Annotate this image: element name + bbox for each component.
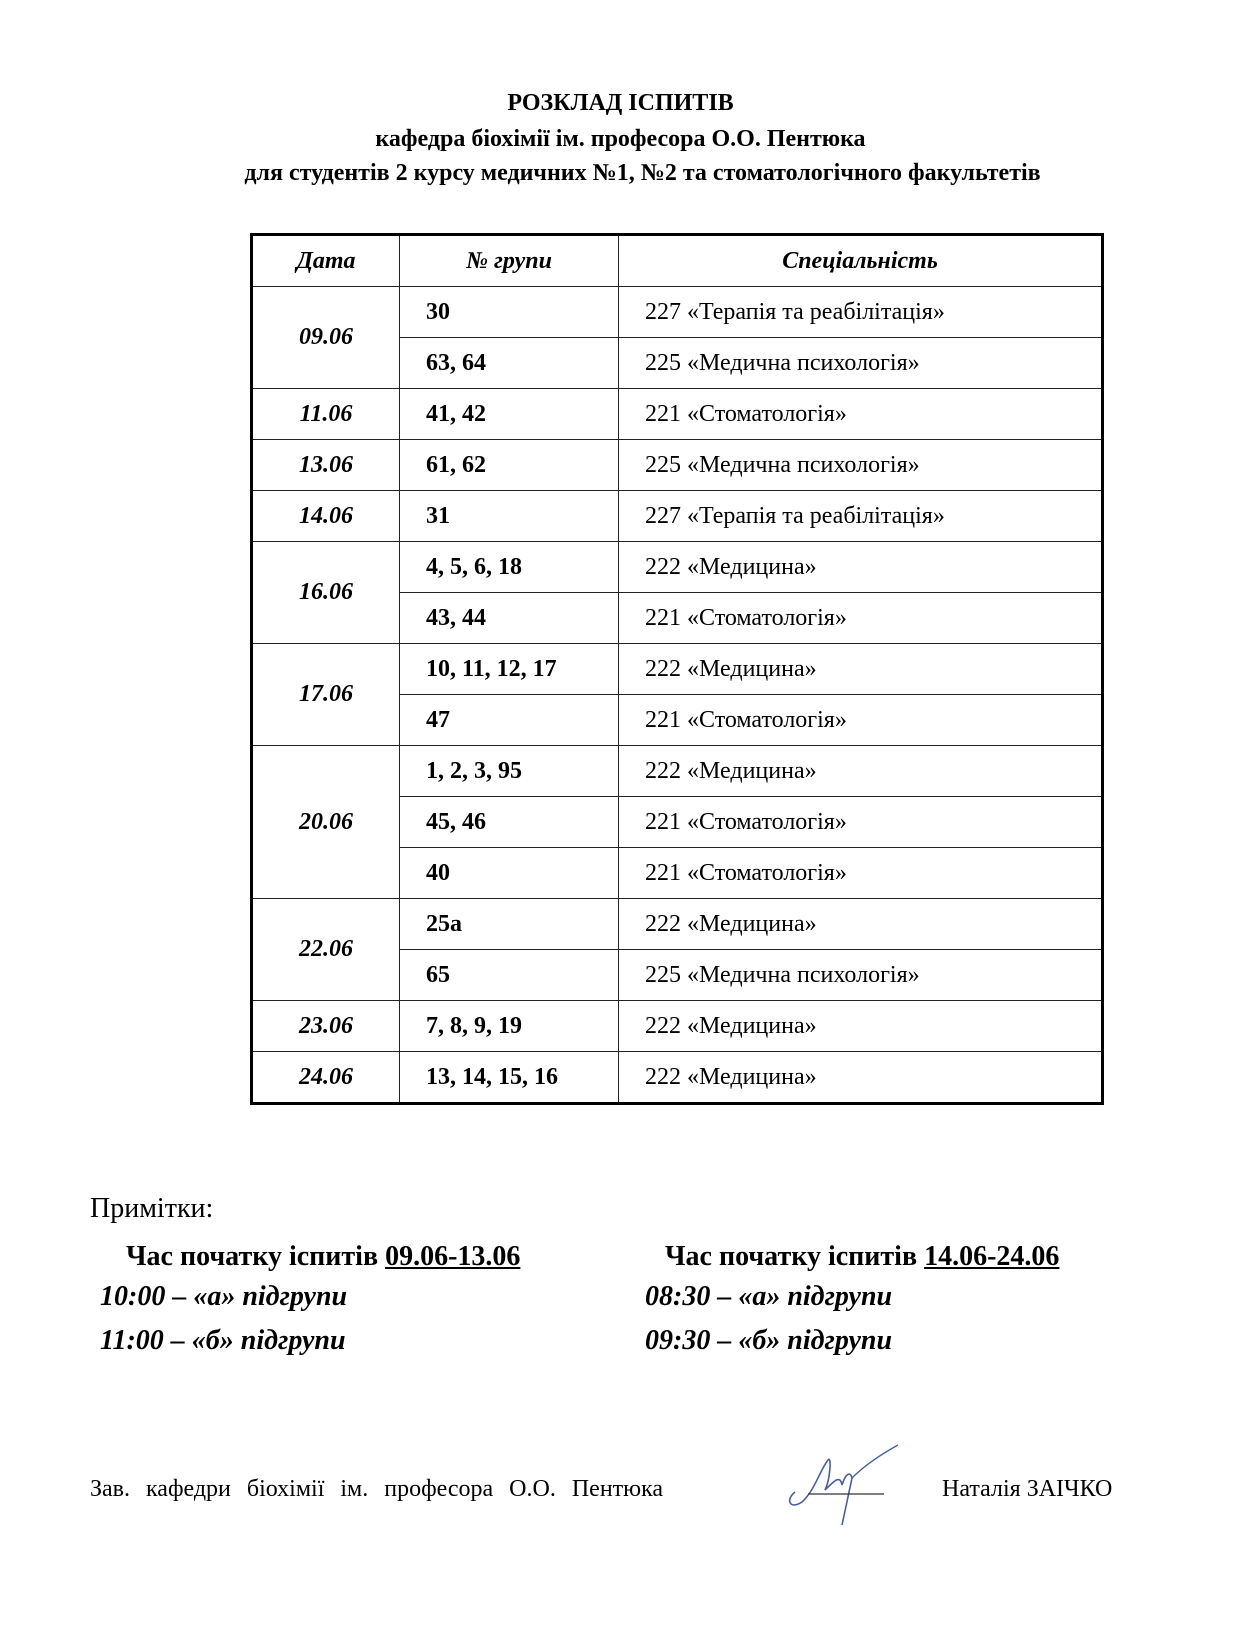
table-row (252, 899, 1103, 950)
table-row (252, 1001, 1103, 1052)
department-subtitle: кафедра біохімії ім. професора О.О. Пентюка (375, 126, 866, 152)
cell-date: 11.06 (252, 389, 400, 440)
table-row (252, 491, 1103, 542)
cell-specialty: 227 «Терапія та реабілітація» (619, 491, 1103, 542)
exam-schedule-table (250, 233, 1104, 1105)
cell-specialty: 227 «Терапія та реабілітація» (619, 287, 1103, 338)
cell-group: 31 (400, 491, 619, 542)
table-header-row (252, 235, 1103, 287)
document-title: РОЗКЛАД ІСПИТІВ (507, 90, 734, 116)
start-time-label: Час початку іспитів (126, 1241, 386, 1272)
cell-date: 14.06 (252, 491, 400, 542)
cell-specialty: 221 «Стоматологія» (619, 593, 1103, 644)
notes-block-first-period (100, 1239, 521, 1363)
cell-date: 13.06 (252, 440, 400, 491)
signatory-position: Зав. кафедри біохімії ім. професора О.О. Пентюка (90, 1476, 664, 1502)
start-time-label: Час початку іспитів (665, 1241, 925, 1272)
cell-specialty: 221 «Стоматологія» (619, 848, 1103, 899)
cell-group: 4, 5, 6, 18 (400, 542, 619, 593)
table-row (252, 746, 1103, 797)
cell-group: 25а (400, 899, 619, 950)
table-body (252, 287, 1103, 1104)
document-header (0, 86, 1241, 190)
cell-date: 22.06 (252, 899, 400, 1001)
cell-specialty: 225 «Медична психологія» (619, 440, 1103, 491)
subgroup-b-time: 11:00 – «б» підгрупи (100, 1325, 346, 1356)
start-time-heading (665, 1239, 1059, 1275)
cell-specialty: 222 «Медицина» (619, 542, 1103, 593)
cell-group: 7, 8, 9, 19 (400, 1001, 619, 1052)
cell-specialty: 221 «Стоматологія» (619, 389, 1103, 440)
notes-block-second-period (645, 1239, 1060, 1363)
cell-group: 13, 14, 15, 16 (400, 1052, 619, 1104)
notes-title: Примітки: (90, 1193, 214, 1224)
cell-group: 30 (400, 287, 619, 338)
table-row (252, 542, 1103, 593)
start-time-heading (126, 1239, 520, 1275)
audience-subtitle: для студентів 2 курсу медичних №1, №2 та стоматологічного факультетів (244, 160, 1041, 186)
cell-specialty: 222 «Медицина» (619, 1052, 1103, 1104)
cell-group: 47 (400, 695, 619, 746)
cell-date: 24.06 (252, 1052, 400, 1104)
cell-group: 1, 2, 3, 95 (400, 746, 619, 797)
cell-group: 63, 64 (400, 338, 619, 389)
table-row (252, 1052, 1103, 1104)
date-range: 09.06-13.06 (385, 1241, 521, 1272)
cell-specialty: 221 «Стоматологія» (619, 695, 1103, 746)
cell-date: 23.06 (252, 1001, 400, 1052)
cell-group: 61, 62 (400, 440, 619, 491)
signature-icon (780, 1430, 930, 1530)
cell-specialty: 222 «Медицина» (619, 644, 1103, 695)
signatory-name: Наталія ЗАІЧКО (942, 1476, 1113, 1502)
column-header-specialty: Спеціальність (619, 235, 1103, 287)
cell-date: 09.06 (252, 287, 400, 389)
subgroup-a-time: 10:00 – «а» підгрупи (100, 1281, 348, 1312)
cell-specialty: 222 «Медицина» (619, 1001, 1103, 1052)
cell-date: 17.06 (252, 644, 400, 746)
table-row (252, 440, 1103, 491)
column-header-date: Дата (252, 235, 400, 287)
cell-specialty: 222 «Медицина» (619, 899, 1103, 950)
table-row (252, 389, 1103, 440)
subgroup-b-time: 09:30 – «б» підгрупи (645, 1325, 893, 1356)
cell-specialty: 221 «Стоматологія» (619, 797, 1103, 848)
subgroup-a-time: 08:30 – «а» підгрупи (645, 1281, 893, 1312)
cell-specialty: 225 «Медична психологія» (619, 950, 1103, 1001)
table-row (252, 644, 1103, 695)
table-row (252, 287, 1103, 338)
cell-group: 10, 11, 12, 17 (400, 644, 619, 695)
cell-group: 45, 46 (400, 797, 619, 848)
column-header-group: № групи (400, 235, 619, 287)
date-range: 14.06-24.06 (924, 1241, 1060, 1272)
cell-date: 20.06 (252, 746, 400, 899)
cell-group: 65 (400, 950, 619, 1001)
cell-group: 40 (400, 848, 619, 899)
cell-group: 43, 44 (400, 593, 619, 644)
cell-specialty: 222 «Медицина» (619, 746, 1103, 797)
cell-specialty: 225 «Медична психологія» (619, 338, 1103, 389)
cell-group: 41, 42 (400, 389, 619, 440)
cell-date: 16.06 (252, 542, 400, 644)
